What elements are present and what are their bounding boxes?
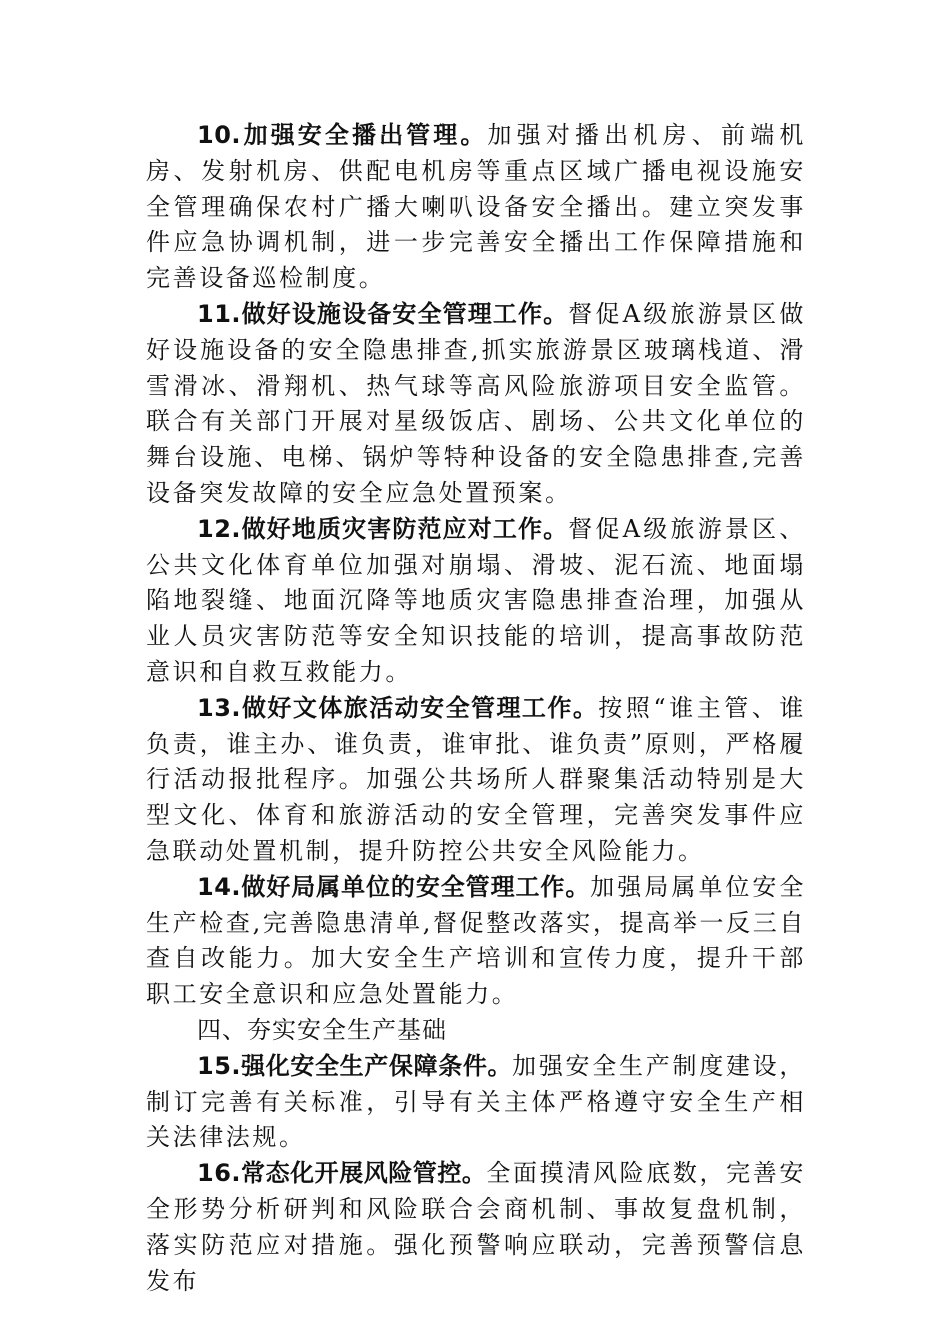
paragraph-11-title: 11.做好设施设备安全管理工作。 — [197, 299, 569, 328]
paragraph-15-title: 15.强化安全生产保障条件。 — [197, 1051, 513, 1080]
paragraph-13-text: 按照“谁主管、谁负责，谁主办、谁负责，谁审批、谁负责”原则，严格履行活动报批程序。加强公共场所人群聚集活动特别是大型文化、体育和旅游活动的安全管理，完善突发事件应急联动处置机制，提升防控公共安全风险能力。 — [146, 693, 807, 865]
paragraph-11 — [146, 297, 806, 512]
paragraph-16-title: 16.常态化开展风险管控。 — [197, 1159, 487, 1188]
paragraph-12-text: 督促A级旅游景区、公共文化体育单位加强对崩塌、滑坡、泥石流、地面塌陷地裂缝、地面沉降等地质灾害隐患排查治理，加强从业人员灾害防范等安全知识技能的培训，提高事故防范意识和自救互救能力。 — [146, 514, 806, 686]
paragraph-13 — [146, 691, 806, 870]
paragraph-12-title: 12.做好地质灾害防范应对工作。 — [197, 514, 569, 543]
paragraph-13-title: 13.做好文体旅活动安全管理工作。 — [197, 693, 599, 722]
document-body — [146, 118, 806, 1299]
paragraph-10 — [146, 118, 806, 297]
paragraph-15-text: 加强安全生产制度建设，制订完善有关标准，引导有关主体严格遵守安全生产相关法律法规。 — [146, 1051, 806, 1152]
paragraph-14-title: 14.做好局属单位的安全管理工作。 — [197, 872, 591, 901]
paragraph-14 — [146, 870, 806, 1013]
section-heading-4: 四、夯实安全生产基础 — [197, 1015, 447, 1044]
paragraph-12 — [146, 512, 806, 691]
paragraph-10-title: 10.加强安全播出管理。 — [197, 121, 488, 149]
paragraph-14-text: 加强局属单位安全生产检查,完善隐患清单,督促整改落实，提高举一反三自查自改能力。加大安全生产培训和宣传力度，提升干部职工安全意识和应急处置能力。 — [146, 872, 806, 1009]
paragraph-11-text: 督促A级旅游景区做好设施设备的安全隐患排查,抓实旅游景区玻璃栈道、滑雪滑冰、滑翔机、热气球等高风险旅游项目安全监管。联合有关部门开展对星级饭店、剧场、公共文化单位的舞台设施、电梯、锅炉等特种设备的安全隐患排查,完善设备突发故障的安全应急处置预案。 — [146, 299, 806, 507]
paragraph-16-text: 全面摸清风险底数，完善安全形势分析研判和风险联合会商机制、事故复盘机制，落实防范应对措施。强化预警响应联动，完善预警信息发布 — [146, 1159, 806, 1295]
paragraph-16 — [146, 1156, 806, 1299]
paragraph-10-text: 加强对播出机房、前端机房、发射机房、供配电机房等重点区域广播电视设施安全管理确保农村广播大喇叭设备安全播出。建立突发事件应急协调机制，进一步完善安全播出工作保障措施和完善设备巡检制度。 — [146, 121, 806, 293]
paragraph-15 — [146, 1049, 806, 1156]
